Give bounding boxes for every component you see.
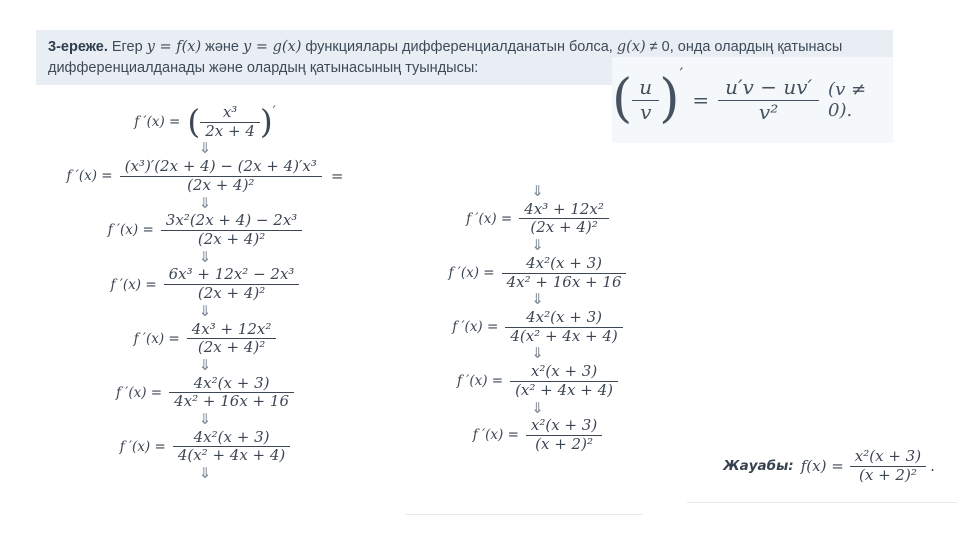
step-numerator: x³ [222, 103, 238, 121]
step-denominator: 4x² + 16x + 16 [506, 272, 622, 291]
step-denominator: (2x + 4)² [197, 229, 266, 248]
derivative-label: f ′(x) = [134, 114, 181, 131]
derivative-label: f ′(x) = [66, 168, 113, 185]
header-text-segment: Егер [111, 39, 147, 55]
image-edge-divider [687, 502, 957, 503]
open-paren: ( [187, 102, 201, 142]
answer-period: . [930, 457, 935, 476]
step-numerator: x²(x + 3) [530, 416, 598, 435]
rule-lhs-fraction [632, 76, 659, 124]
implies-down-arrow: ⇓ [198, 410, 212, 428]
step-numerator: 3x²(2x + 4) − 2x³ [165, 211, 298, 230]
implies-down-arrow: ⇓ [198, 301, 212, 320]
close-paren-prime [259, 102, 276, 142]
derivation-step [67, 158, 344, 194]
rule-number-title: 3-ереже. [48, 39, 108, 55]
right-derivation-column [405, 184, 670, 454]
step-denominator: 4(x² + 4x + 4) [177, 446, 286, 465]
step-fraction [510, 363, 618, 399]
step-denominator: (2x + 4)² [530, 218, 598, 237]
step-fraction [161, 212, 303, 248]
step-numerator: 4x³ + 12x² [191, 319, 272, 338]
header-text-segment: және [201, 39, 244, 55]
header-text-segment: функциялары дифференциалданатын болса, [301, 39, 617, 55]
implies-down-arrow: ⇓ [198, 464, 212, 483]
step-denominator: 4(x² + 4x + 4) [510, 326, 618, 345]
left-derivation-column [40, 104, 370, 482]
answer-numerator: x²(x + 3) [854, 447, 922, 465]
derivation-step [473, 417, 602, 453]
step-numerator: x²(x + 3) [530, 362, 598, 381]
implies-down-arrow: ⇓ [198, 355, 212, 374]
step-denominator: (2x + 4)² [187, 175, 255, 194]
equals-sign: = [692, 88, 710, 112]
close-paren: ) [259, 102, 273, 142]
derivative-label: f ′(x) = [133, 330, 180, 347]
rule-rhs-fraction [718, 76, 819, 124]
derivative-label: f ′(x) = [452, 319, 499, 336]
answer-function: f(x) = [800, 457, 844, 476]
image-edge-divider [405, 514, 643, 515]
header-math-expression: g(x) [616, 39, 646, 55]
derivation-step [134, 321, 277, 357]
derivation-step [134, 104, 275, 140]
step-fraction [164, 266, 300, 302]
derivation-step [449, 255, 627, 291]
implies-down-arrow: ⇓ [531, 344, 544, 363]
step-fraction [120, 158, 322, 194]
answer-label: Жауабы: [723, 458, 794, 475]
step-numerator: 4x²(x + 3) [526, 308, 602, 326]
step-denominator: 2x + 4 [205, 121, 255, 140]
step-fraction [519, 201, 609, 237]
derivation-step [466, 201, 609, 237]
header-text-segment: ≠ 0, онда олардың қатынасы дифференциалданады және олардың қатынасының туындысы: [48, 39, 843, 76]
derivative-label: f ′(x) = [116, 384, 163, 401]
step-numerator: (x³)′(2x + 4) − (2x + 4)′x³ [124, 157, 317, 176]
implies-down-arrow: ⇓ [198, 193, 212, 212]
rule-lhs-denominator: v [640, 99, 652, 124]
step-fraction [200, 104, 260, 140]
implies-down-arrow: ⇓ [198, 139, 212, 158]
derivative-label: f ′(x) = [456, 373, 504, 390]
step-numerator: 4x²(x + 3) [193, 427, 270, 446]
step-numerator: 4x³ + 12x² [524, 199, 604, 218]
derivation-step [111, 266, 300, 302]
final-answer [700, 448, 958, 484]
step-fraction [173, 429, 290, 465]
derivative-label: f ′(x) = [466, 210, 513, 227]
implies-down-arrow: ⇓ [531, 236, 544, 255]
open-paren: ( [612, 69, 633, 130]
implies-down-arrow: ⇓ [531, 398, 544, 417]
step-denominator: (x² + 4x + 4) [515, 380, 614, 399]
step-numerator: 4x²(x + 3) [193, 373, 270, 392]
derivative-label: f ′(x) = [448, 265, 495, 282]
header-math-expression: y = f(x) [146, 39, 202, 55]
step-numerator: 4x²(x + 3) [526, 253, 602, 272]
derivation-step [457, 363, 618, 399]
step-fraction [505, 309, 622, 345]
derivative-label: f ′(x) = [472, 427, 519, 444]
derivation-step [116, 375, 294, 411]
answer-fraction [850, 448, 926, 484]
derivative-label: f ′(x) = [119, 438, 166, 455]
derivation-step [452, 309, 623, 345]
step-fraction [187, 321, 277, 357]
answer-denominator: (x + 2)² [859, 465, 917, 484]
derivation-step [108, 212, 303, 248]
header-math-expression: y = g(x) [243, 39, 302, 55]
step-fraction [169, 375, 294, 411]
derivative-label: f ′(x) = [107, 222, 154, 239]
rule-rhs-numerator: u′v − uv′ [725, 74, 813, 99]
implies-down-arrow: ⇓ [198, 247, 212, 266]
derivative-label: f ′(x) = [110, 276, 157, 293]
step-denominator: (2x + 4)² [197, 338, 266, 357]
quotient-rule-formula [612, 57, 893, 143]
derivation-step [120, 429, 291, 465]
step-denominator: (2x + 4)² [197, 284, 266, 303]
step-denominator: (x + 2)² [535, 434, 593, 453]
step-numerator: 6x³ + 12x² − 2x³ [168, 265, 295, 284]
trailing-equals: = [330, 167, 344, 186]
implies-down-arrow: ⇓ [531, 290, 544, 309]
prime-symbol: ′ [272, 104, 276, 120]
step-denominator: 4x² + 16x + 16 [174, 392, 289, 411]
rule-rhs-denominator: v² [758, 99, 779, 124]
implies-down-arrow: ⇓ [531, 182, 544, 200]
rule-condition: (v ≠ 0). [828, 79, 867, 121]
step-fraction [502, 255, 627, 291]
rule-lhs-numerator: u [639, 74, 653, 99]
step-fraction [526, 417, 602, 453]
close-paren: ) [659, 69, 680, 130]
prime-symbol: ′ [679, 65, 684, 85]
